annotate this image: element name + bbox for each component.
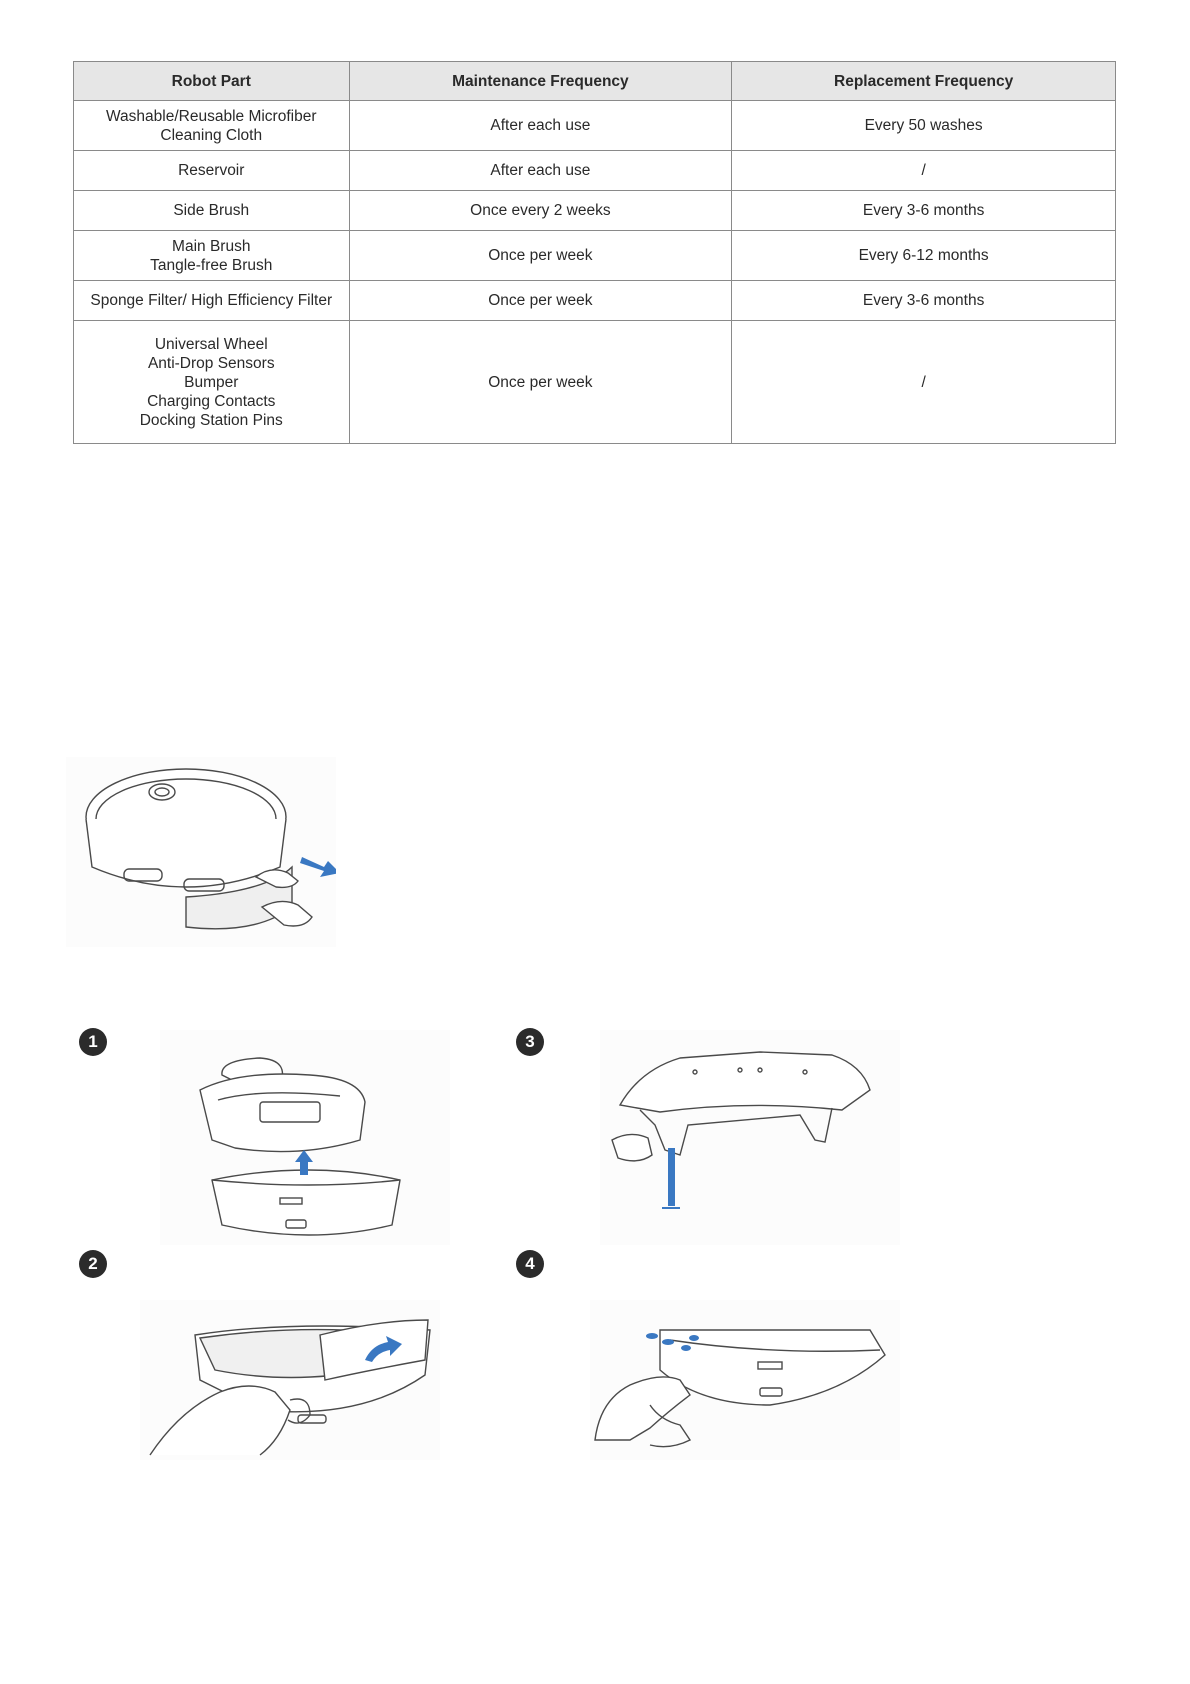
part-cell: Reservoir	[74, 151, 350, 191]
part-line: Main Brush	[172, 237, 251, 255]
maintenance-cell: Once every 2 weeks	[349, 191, 732, 231]
header-replacement-frequency: Replacement Frequency	[732, 62, 1116, 101]
robot-illustration-svg	[66, 757, 336, 947]
part-line: Anti-Drop Sensors	[147, 354, 275, 372]
table-header-row	[74, 62, 1116, 101]
table-row	[74, 191, 1116, 231]
replacement-cell: Every 3-6 months	[732, 191, 1116, 231]
part-cell	[74, 231, 350, 281]
maintenance-cell: After each use	[349, 101, 732, 151]
part-cell	[74, 101, 350, 151]
robot-reservoir-removal-illustration	[66, 757, 336, 947]
step-3-svg	[600, 1030, 900, 1245]
maintenance-cell: Once per week	[349, 321, 732, 444]
step-badge-2: 2	[79, 1250, 107, 1278]
table-row	[74, 231, 1116, 281]
part-line: Cleaning Cloth	[160, 126, 263, 144]
step-4-svg	[590, 1300, 900, 1460]
step-2-illustration	[140, 1300, 440, 1460]
part-cell	[74, 321, 350, 444]
replacement-cell: Every 3-6 months	[732, 281, 1116, 321]
table-row	[74, 151, 1116, 191]
step-2-svg	[140, 1300, 440, 1460]
step-1-illustration	[160, 1030, 450, 1245]
part-line: Docking Station Pins	[139, 411, 283, 429]
table-row	[74, 101, 1116, 151]
maintenance-table	[73, 61, 1116, 444]
step-1-svg	[160, 1030, 450, 1245]
part-line: Washable/Reusable Microfiber	[106, 107, 317, 125]
part-line: Universal Wheel	[154, 335, 268, 353]
table-row	[74, 281, 1116, 321]
part-line: Tangle-free Brush	[150, 256, 273, 274]
step-3-illustration	[600, 1030, 900, 1245]
step-badge-4: 4	[516, 1250, 544, 1278]
part-cell: Sponge Filter/ High Efficiency Filter	[74, 281, 350, 321]
header-robot-part: Robot Part	[74, 62, 350, 101]
table-row	[74, 321, 1116, 444]
replacement-cell: /	[732, 321, 1116, 444]
part-line: Charging Contacts	[147, 392, 276, 410]
maintenance-cell: Once per week	[349, 281, 732, 321]
part-line: Bumper	[184, 373, 239, 391]
step-badge-1: 1	[79, 1028, 107, 1056]
step-4-illustration	[590, 1300, 900, 1460]
part-cell: Side Brush	[74, 191, 350, 231]
replacement-cell: Every 50 washes	[732, 101, 1116, 151]
replacement-cell: /	[732, 151, 1116, 191]
replacement-cell: Every 6-12 months	[732, 231, 1116, 281]
step-badge-3: 3	[516, 1028, 544, 1056]
maintenance-cell: Once per week	[349, 231, 732, 281]
maintenance-cell: After each use	[349, 151, 732, 191]
header-maintenance-frequency: Maintenance Frequency	[349, 62, 732, 101]
